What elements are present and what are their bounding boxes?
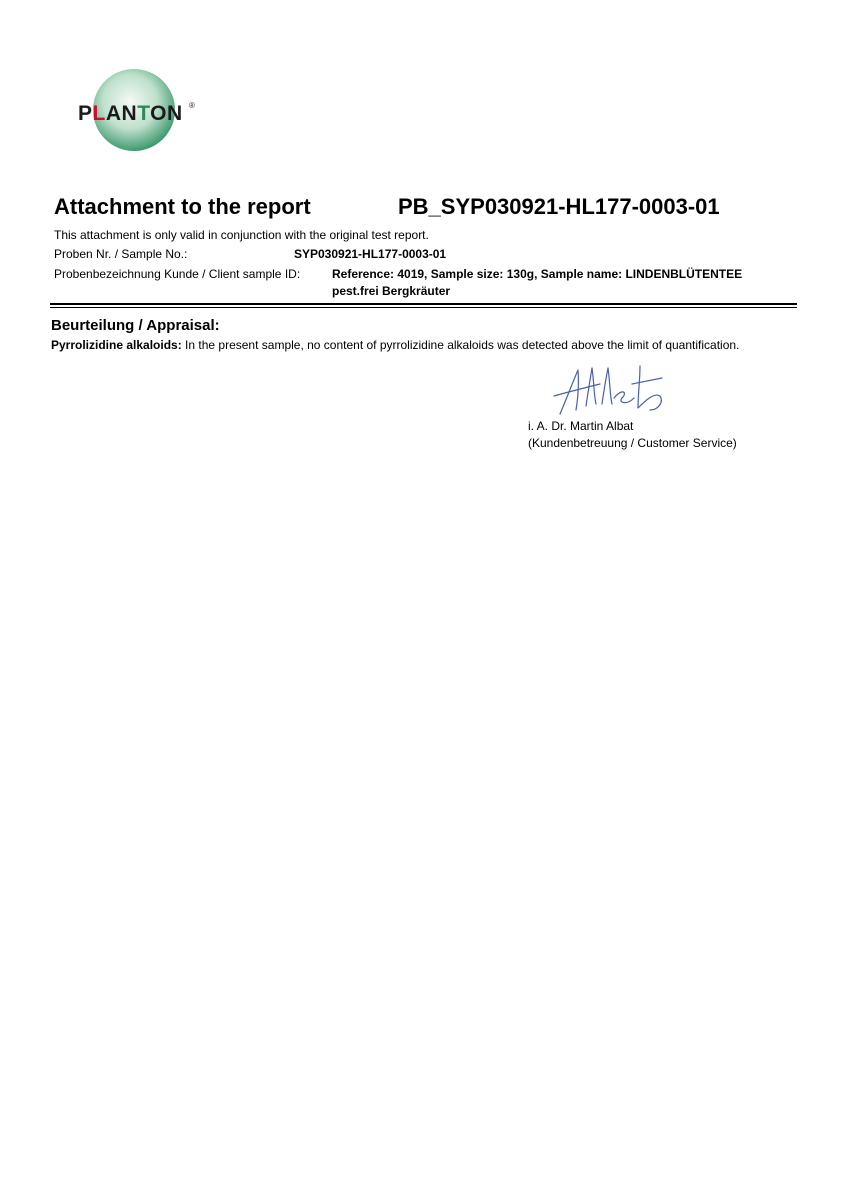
planton-logo [70, 68, 210, 154]
report-id: PB_SYP030921-HL177-0003-01 [398, 194, 720, 219]
divider-top [50, 303, 797, 305]
svg-text:PLANTON: PLANTON [78, 102, 183, 125]
sample-number-value: SYP030921-HL177-0003-01 [294, 247, 447, 261]
handwritten-signature [548, 362, 672, 418]
appraisal-label: Pyrrolizidine alkaloids: [51, 338, 182, 352]
appraisal-heading: Beurteilung / Appraisal: [51, 317, 220, 334]
client-sample-value-line2: pest.frei Bergkräuter [332, 284, 451, 298]
title-row [54, 194, 794, 224]
client-sample-label: Probenbezeichnung Kunde / Client sample ID: [54, 267, 301, 281]
validity-note: This attachment is only valid in conjunction with the original test report. [54, 228, 429, 242]
page-title: Attachment to the report [54, 194, 311, 219]
appraisal-text [51, 338, 739, 352]
divider-bottom [50, 307, 797, 308]
svg-text:®: ® [189, 101, 195, 110]
signatory-department: (Kundenbetreuung / Customer Service) [528, 436, 737, 450]
appraisal-body: In the present sample, no content of pyrrolizidine alkaloids was detected above the limit of quantification. [181, 338, 740, 352]
client-sample-value-line1: Reference: 4019, Sample size: 130g, Sample name: LINDENBLÜTENTEE [332, 267, 743, 281]
sample-number-label: Proben Nr. / Sample No.: [54, 247, 188, 261]
signatory-name: i. A. Dr. Martin Albat [528, 419, 634, 433]
